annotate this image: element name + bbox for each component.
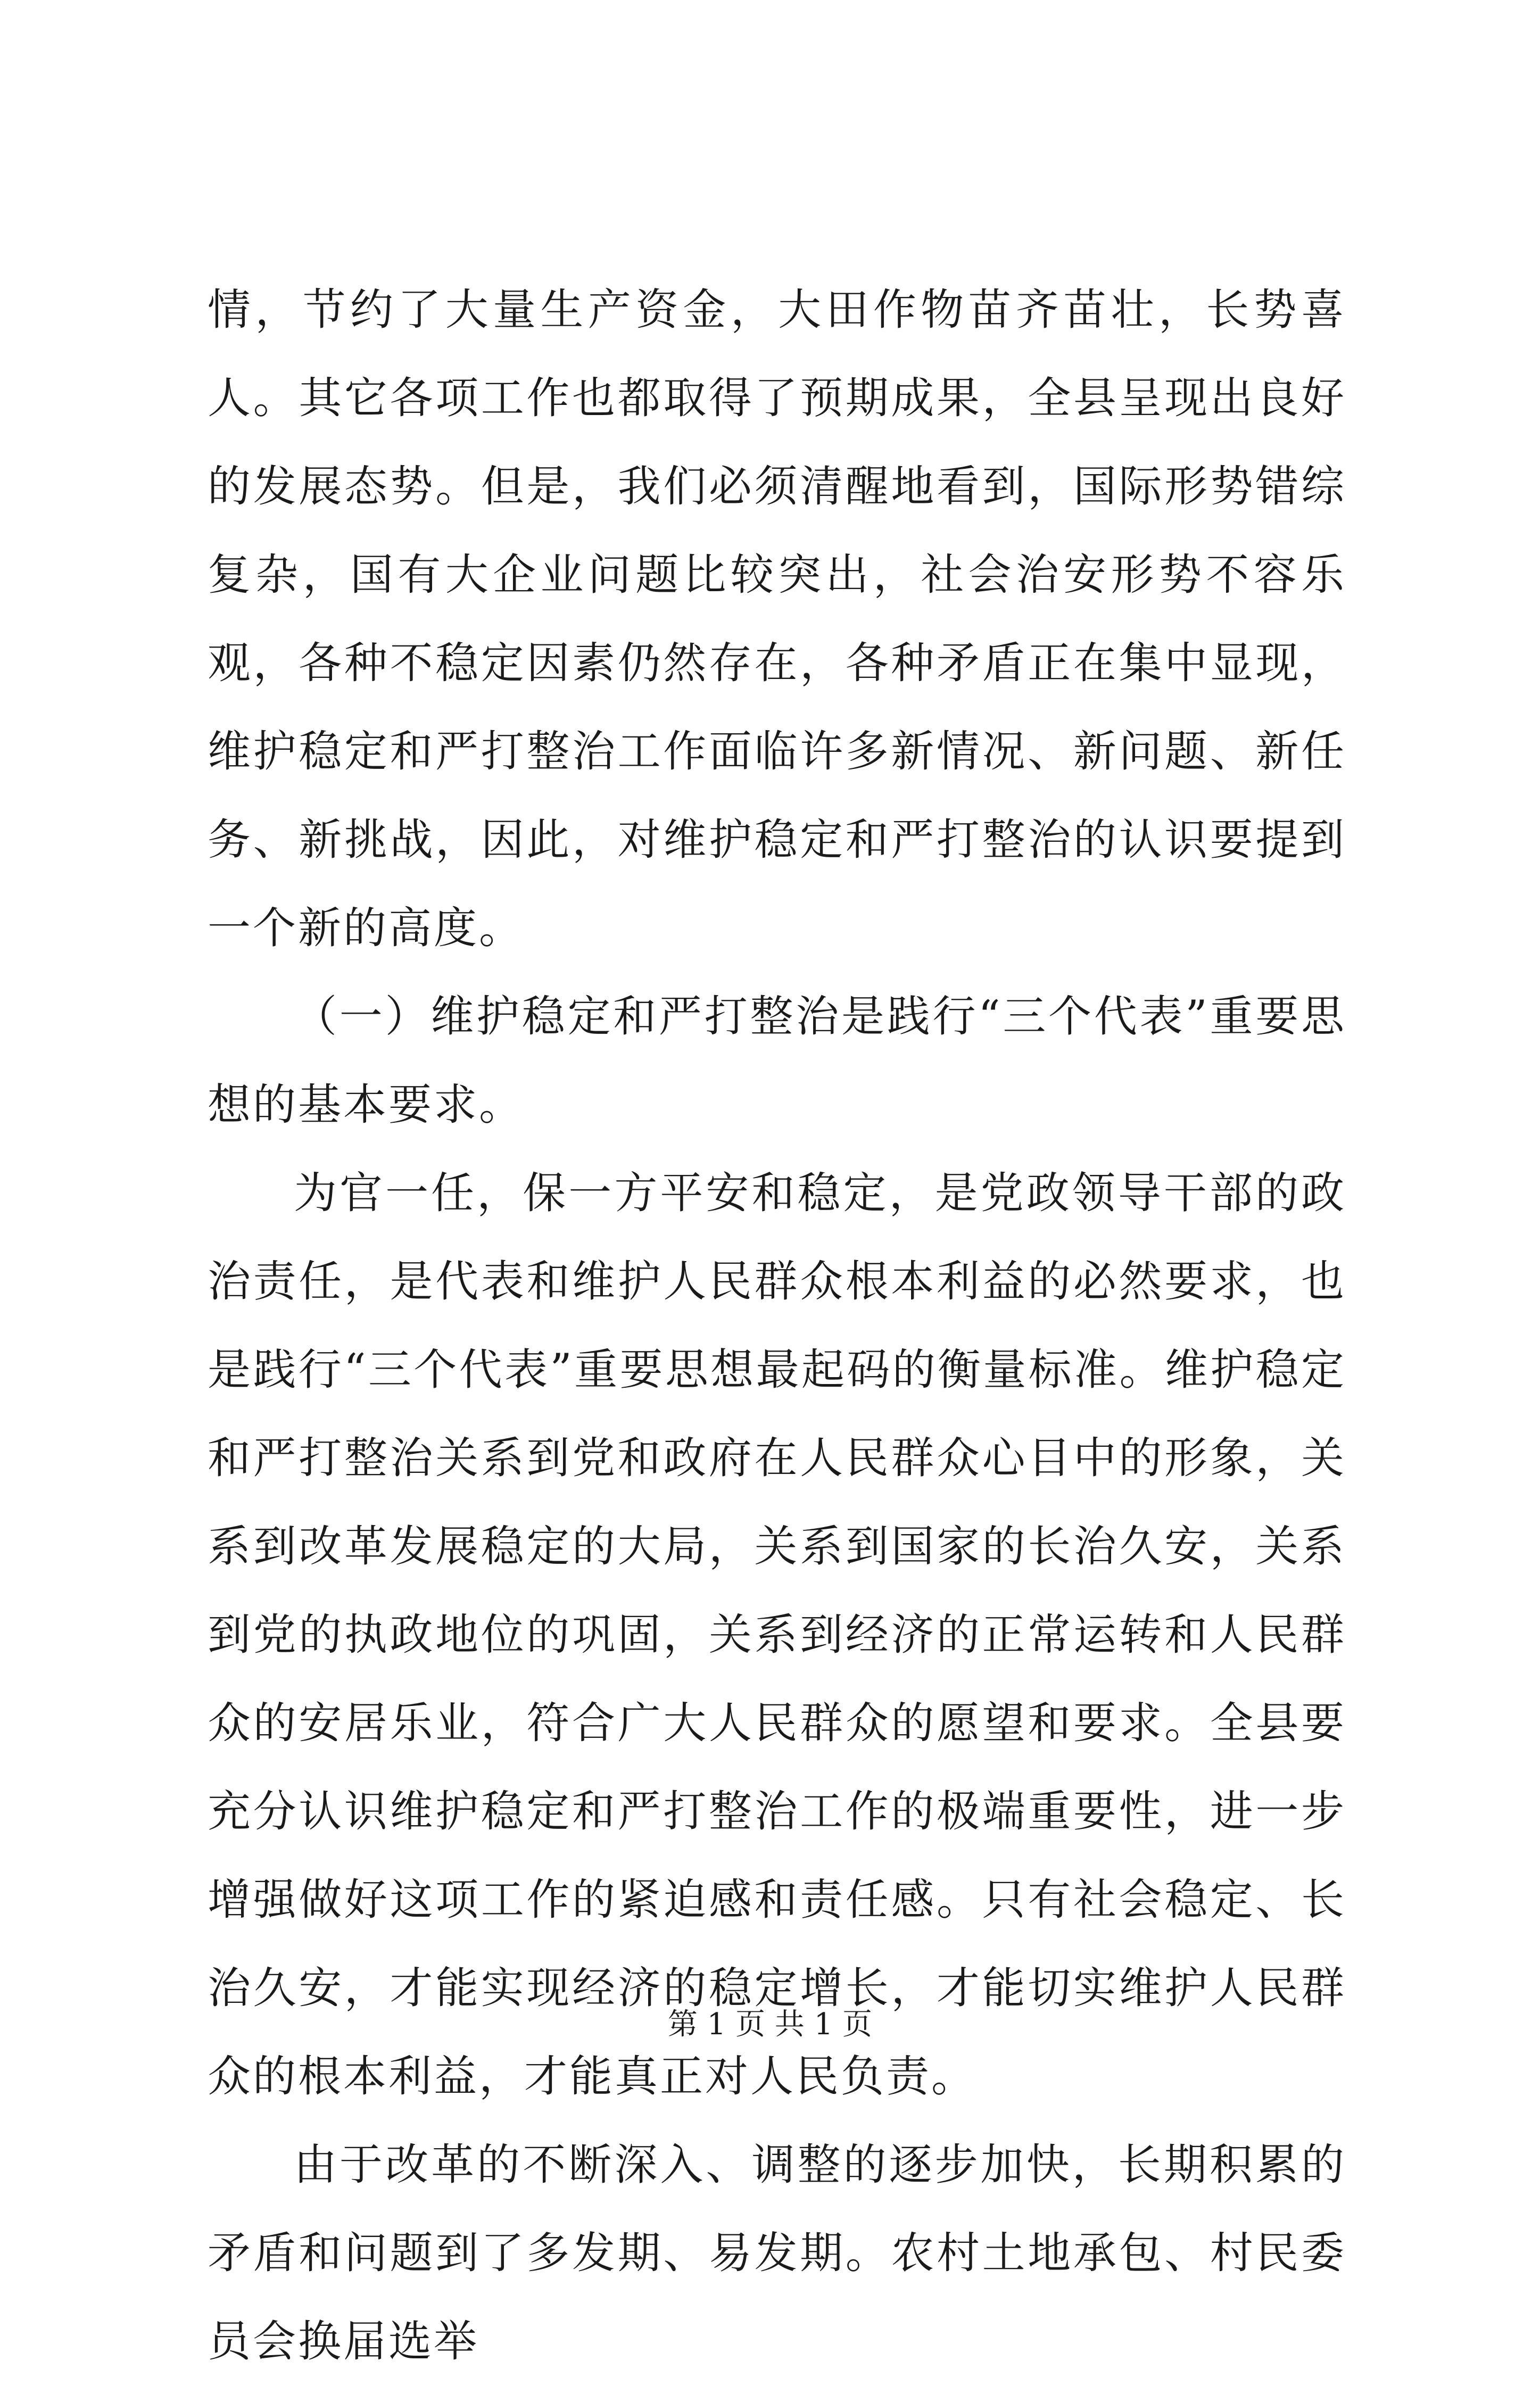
paragraph-3: 为官一任，保一方平安和稳定，是党政领导干部的政治责任，是代表和维护人民群众根本利益的必然要求，也是践行“三个代表”重要思想最起码的衡量标准。维护稳定和严打整治关系到党和政府在人民群众心目中的形象，关系到改革发展稳定的大局，关系到国家的长治久安，关系到党的执政地位的巩固，关系到经济的正常运转和人民群众的安居乐业，符合广大人民群众的愿望和要求。全县要充分认识维护稳定和严打整治工作的极端重要性，进一步增强做好这项工作的紧迫感和责任感。只有社会稳定、长治久安，才能实现经济的稳定增长，才能切实维护人民群众的根本利益，才能真正对人民负责。 [208, 1169, 1346, 2102]
paragraph-2-heading: （一）维护稳定和严打整治是践行“三个代表”重要思想的基本要求。 [208, 992, 1346, 1130]
page-footer: 第 1 页 共 1 页 [667, 2007, 873, 2042]
document-body [208, 266, 1346, 2386]
paragraph-1: 情，节约了大量生产资金，大田作物苗齐苗壮，长势喜人。其它各项工作也都取得了预期成果，全县呈现出良好的发展态势。但是，我们必须清醒地看到，国际形势错综复杂，国有大企业问题比较突出，社会治安形势不容乐观，各种不稳定因素仍然存在，各种矛盾正在集中显现，维护稳定和严打整治工作面临许多新情况、新问题、新任务、新挑战，因此，对维护稳定和严打整治的认识要提到一个新的高度。 [208, 285, 1346, 954]
paragraph-4: 由于改革的不断深入、调整的逐步加快，长期积累的矛盾和问题到了多发期、易发期。农村土地承包、村民委员会换届选举 [208, 2140, 1346, 2367]
